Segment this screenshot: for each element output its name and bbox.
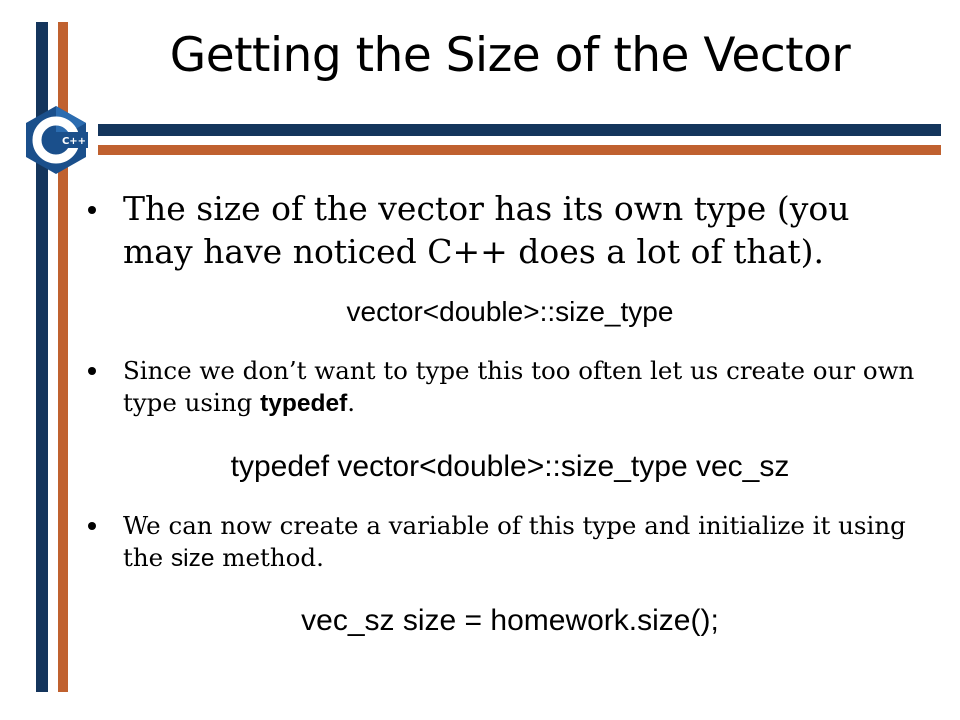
bullet-text-suffix: method. xyxy=(214,542,324,572)
bullet-text xyxy=(123,510,918,575)
code-line: vec_sz size = homework.size(); xyxy=(301,604,719,637)
bullet-item xyxy=(88,510,918,575)
bullet-text xyxy=(123,355,918,420)
code-line: typedef vector<double>::size_type vec_sz xyxy=(230,450,790,483)
keyword-size: size xyxy=(170,544,215,572)
bullet-text-suffix: . xyxy=(347,387,356,417)
bullet-text: The size of the vector has its own type (you may have noticed C++ does a lot of that). xyxy=(123,189,850,271)
logo-text: C++ xyxy=(61,136,87,147)
cpp-logo-icon xyxy=(20,104,92,176)
bullet-dot xyxy=(88,367,96,375)
bullet-item xyxy=(88,188,918,274)
bullet-dot xyxy=(88,522,96,530)
bullet-text-prefix: We can now create a variable of this type and initialize it using the xyxy=(123,511,906,572)
bullet-item xyxy=(88,355,918,420)
bullet-dot xyxy=(88,206,96,214)
horizontal-bar-orange xyxy=(98,145,941,155)
code-line: vector<double>::size_type xyxy=(346,296,674,327)
horizontal-bar-blue xyxy=(98,124,941,136)
keyword-typedef: typedef xyxy=(260,389,348,417)
bullet-text-prefix: Since we don’t want to type this too often let us create our own type using xyxy=(123,356,915,417)
slide-title: Getting the Size of the Vector xyxy=(169,28,851,83)
